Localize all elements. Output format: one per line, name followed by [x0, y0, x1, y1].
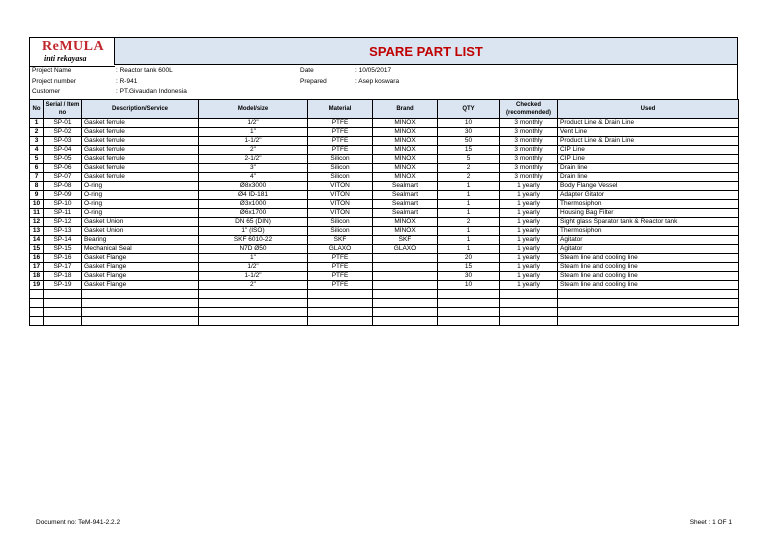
cell-model: Ø6x1700: [199, 209, 308, 218]
customer-value: : PT.Givaudan Indonesia: [116, 88, 187, 95]
cell-checked: 1 yearly: [500, 236, 558, 245]
cell-material: Silicon: [308, 218, 373, 227]
cell-qty: 10: [438, 119, 500, 128]
cell-checked: 3 monthly: [500, 164, 558, 173]
cell-material: VITON: [308, 182, 373, 191]
table-row: [30, 128, 739, 137]
cell-brand: [373, 272, 438, 281]
table-row: [30, 281, 739, 290]
cell-used: Housing Bag Filter: [558, 209, 739, 218]
cell-serial: SP-15: [44, 245, 82, 254]
cell-desc: O-ring: [82, 200, 199, 209]
cell-material: Silicon: [308, 173, 373, 182]
cell-checked: 1 yearly: [500, 209, 558, 218]
cell-serial: SP-14: [44, 236, 82, 245]
cell-model: 1": [199, 254, 308, 263]
cell-serial: SP-06: [44, 164, 82, 173]
cell-qty: 10: [438, 281, 500, 290]
cell-used: Steam line and cooling line: [558, 272, 739, 281]
cell-no: 11: [30, 209, 44, 218]
cell-desc: Bearing: [82, 236, 199, 245]
empty-cell: [308, 290, 373, 299]
cell-material: Silicon: [308, 164, 373, 173]
cell-no: 4: [30, 146, 44, 155]
cell-brand: GLAXO: [373, 245, 438, 254]
cell-qty: 2: [438, 164, 500, 173]
cell-no: 10: [30, 200, 44, 209]
empty-cell: [44, 308, 82, 317]
cell-used: Steam line and cooling line: [558, 254, 739, 263]
cell-no: 12: [30, 218, 44, 227]
empty-cell: [199, 299, 308, 308]
cell-material: VITON: [308, 209, 373, 218]
cell-material: VITON: [308, 200, 373, 209]
project-info: [29, 65, 738, 99]
cell-brand: MINOX: [373, 173, 438, 182]
cell-desc: Gasket ferrule: [82, 164, 199, 173]
empty-cell: [44, 290, 82, 299]
cell-brand: MINOX: [373, 155, 438, 164]
table-row: [30, 146, 739, 155]
col-qty: QTY: [438, 100, 500, 119]
project-number-value: : R-941: [116, 78, 138, 85]
cell-used: Product Line & Drain Line: [558, 137, 739, 146]
title-bar: [114, 37, 738, 65]
cell-brand: MINOX: [373, 137, 438, 146]
cell-checked: 1 yearly: [500, 263, 558, 272]
cell-qty: 1: [438, 200, 500, 209]
empty-cell: [438, 317, 500, 326]
empty-cell: [30, 299, 44, 308]
cell-model: 1-1/2": [199, 137, 308, 146]
table-row: [30, 137, 739, 146]
cell-used: Body Flange Vessel: [558, 182, 739, 191]
cell-qty: 2: [438, 218, 500, 227]
empty-cell: [500, 299, 558, 308]
empty-cell: [30, 308, 44, 317]
cell-no: 5: [30, 155, 44, 164]
table-row: [30, 272, 739, 281]
project-number-label: Project number: [32, 78, 77, 85]
table-row: [30, 254, 739, 263]
empty-cell: [82, 290, 199, 299]
cell-brand: Sealmart: [373, 209, 438, 218]
cell-used: Agitator: [558, 245, 739, 254]
cell-no: 8: [30, 182, 44, 191]
cell-desc: Gasket ferrule: [82, 137, 199, 146]
cell-material: Silicon: [308, 227, 373, 236]
cell-no: 18: [30, 272, 44, 281]
cell-serial: SP-18: [44, 272, 82, 281]
cell-material: PTFE: [308, 263, 373, 272]
cell-qty: 30: [438, 272, 500, 281]
cell-brand: Sealmart: [373, 191, 438, 200]
cell-checked: 1 yearly: [500, 254, 558, 263]
empty-cell: [199, 317, 308, 326]
logo-sub-text: inti rekayasa: [44, 54, 87, 63]
col-material: Material: [308, 100, 373, 119]
cell-brand: [373, 281, 438, 290]
cell-model: 2": [199, 146, 308, 155]
cell-used: Drain line: [558, 173, 739, 182]
cell-serial: SP-10: [44, 200, 82, 209]
cell-material: PTFE: [308, 281, 373, 290]
cell-desc: O-ring: [82, 209, 199, 218]
cell-used: Adapter Gitator: [558, 191, 739, 200]
cell-no: 3: [30, 137, 44, 146]
cell-checked: 3 monthly: [500, 137, 558, 146]
empty-cell: [30, 290, 44, 299]
cell-model: Ø3x1000: [199, 200, 308, 209]
cell-brand: MINOX: [373, 119, 438, 128]
empty-cell: [308, 299, 373, 308]
col-serial: Serial / Item no: [44, 100, 82, 119]
cell-desc: Gasket ferrule: [82, 119, 199, 128]
cell-qty: 2: [438, 173, 500, 182]
empty-cell: [44, 317, 82, 326]
cell-checked: 3 monthly: [500, 119, 558, 128]
cell-qty: 1: [438, 182, 500, 191]
project-name-value: : Reactor tank 600L: [116, 67, 173, 74]
cell-brand: [373, 263, 438, 272]
cell-used: Thermosiphon: [558, 200, 739, 209]
cell-qty: 1: [438, 227, 500, 236]
cell-model: Ø4 ID-181: [199, 191, 308, 200]
cell-serial: SP-04: [44, 146, 82, 155]
cell-serial: SP-11: [44, 209, 82, 218]
cell-model: 4": [199, 173, 308, 182]
customer-label: Customer: [32, 88, 61, 95]
date-label: Date: [300, 67, 314, 74]
empty-cell: [373, 308, 438, 317]
empty-cell: [373, 299, 438, 308]
empty-cell: [373, 317, 438, 326]
cell-serial: SP-16: [44, 254, 82, 263]
cell-serial: SP-09: [44, 191, 82, 200]
cell-checked: 1 yearly: [500, 281, 558, 290]
col-used: Used: [558, 100, 739, 119]
cell-used: Steam line and cooling line: [558, 281, 739, 290]
cell-model: DN 65 (DIN): [199, 218, 308, 227]
sheet-number: Sheet : 1 OF 1: [689, 519, 732, 526]
cell-model: 1": [199, 128, 308, 137]
cell-no: 19: [30, 281, 44, 290]
page-title: SPARE PART LIST: [369, 44, 483, 59]
cell-material: GLAXO: [308, 245, 373, 254]
cell-qty: 30: [438, 128, 500, 137]
cell-model: 1" (ISO): [199, 227, 308, 236]
table-row: [30, 191, 739, 200]
empty-cell: [558, 308, 739, 317]
empty-cell: [199, 308, 308, 317]
cell-qty: 20: [438, 254, 500, 263]
cell-used: Thermosiphon: [558, 227, 739, 236]
cell-checked: 1 yearly: [500, 218, 558, 227]
cell-used: Vent Line: [558, 128, 739, 137]
cell-desc: O-ring: [82, 191, 199, 200]
cell-serial: SP-02: [44, 128, 82, 137]
cell-no: 6: [30, 164, 44, 173]
spare-part-sheet: [29, 37, 738, 326]
cell-material: PTFE: [308, 272, 373, 281]
cell-serial: SP-17: [44, 263, 82, 272]
cell-material: Silicon: [308, 155, 373, 164]
empty-row: [30, 308, 739, 317]
cell-qty: 15: [438, 146, 500, 155]
empty-cell: [558, 317, 739, 326]
cell-desc: Mechanical Seal: [82, 245, 199, 254]
cell-desc: Gasket ferrule: [82, 155, 199, 164]
empty-row: [30, 317, 739, 326]
col-no: No: [30, 100, 44, 119]
cell-desc: Gasket Flange: [82, 281, 199, 290]
cell-material: VITON: [308, 191, 373, 200]
cell-desc: Gasket Flange: [82, 254, 199, 263]
cell-no: 17: [30, 263, 44, 272]
cell-checked: 3 monthly: [500, 146, 558, 155]
cell-checked: 1 yearly: [500, 191, 558, 200]
col-description: Description/Service: [82, 100, 199, 119]
company-logo: [29, 37, 115, 67]
table-row: [30, 209, 739, 218]
empty-cell: [500, 308, 558, 317]
cell-desc: Gasket Union: [82, 218, 199, 227]
cell-qty: 1: [438, 236, 500, 245]
cell-model: 2-1/2": [199, 155, 308, 164]
cell-brand: MINOX: [373, 164, 438, 173]
cell-qty: 15: [438, 263, 500, 272]
sheet-header: [29, 37, 738, 65]
empty-cell: [500, 290, 558, 299]
cell-qty: 50: [438, 137, 500, 146]
logo-main-text: ReMULA: [42, 39, 105, 54]
cell-used: CIP Line: [558, 146, 739, 155]
cell-no: 16: [30, 254, 44, 263]
cell-material: PTFE: [308, 128, 373, 137]
cell-model: 3": [199, 164, 308, 173]
spare-part-table: [29, 99, 739, 326]
cell-model: Ø8x3000: [199, 182, 308, 191]
cell-no: 13: [30, 227, 44, 236]
cell-desc: Gasket ferrule: [82, 146, 199, 155]
project-name-label: Project Name: [32, 67, 72, 74]
table-row: [30, 245, 739, 254]
cell-serial: SP-19: [44, 281, 82, 290]
table-row: [30, 227, 739, 236]
cell-material: PTFE: [308, 254, 373, 263]
empty-cell: [438, 308, 500, 317]
cell-checked: 1 yearly: [500, 272, 558, 281]
cell-serial: SP-07: [44, 173, 82, 182]
cell-desc: O-ring: [82, 182, 199, 191]
cell-serial: SP-03: [44, 137, 82, 146]
empty-cell: [199, 290, 308, 299]
cell-material: PTFE: [308, 146, 373, 155]
cell-brand: Sealmart: [373, 200, 438, 209]
cell-brand: MINOX: [373, 146, 438, 155]
empty-cell: [308, 317, 373, 326]
cell-checked: 1 yearly: [500, 200, 558, 209]
cell-checked: 1 yearly: [500, 227, 558, 236]
cell-desc: Gasket ferrule: [82, 128, 199, 137]
cell-brand: MINOX: [373, 218, 438, 227]
table-row: [30, 263, 739, 272]
empty-cell: [438, 290, 500, 299]
cell-model: SKF 6010-22: [199, 236, 308, 245]
empty-cell: [373, 290, 438, 299]
prepared-label: Prepared: [300, 78, 327, 85]
cell-serial: SP-12: [44, 218, 82, 227]
empty-cell: [82, 299, 199, 308]
cell-serial: SP-08: [44, 182, 82, 191]
cell-checked: 1 yearly: [500, 245, 558, 254]
empty-cell: [500, 317, 558, 326]
table-row: [30, 200, 739, 209]
cell-model: 1/2": [199, 119, 308, 128]
table-row: [30, 236, 739, 245]
cell-brand: MINOX: [373, 227, 438, 236]
empty-row: [30, 299, 739, 308]
col-model: Model/size: [199, 100, 308, 119]
cell-no: 1: [30, 119, 44, 128]
empty-cell: [82, 308, 199, 317]
cell-serial: SP-01: [44, 119, 82, 128]
date-value: : 10/05/2017: [355, 67, 392, 74]
empty-cell: [438, 299, 500, 308]
cell-desc: Gasket Flange: [82, 272, 199, 281]
cell-no: 9: [30, 191, 44, 200]
cell-desc: Gasket Union: [82, 227, 199, 236]
cell-desc: Gasket Flange: [82, 263, 199, 272]
table-row: [30, 155, 739, 164]
table-row: [30, 182, 739, 191]
cell-brand: MINOX: [373, 128, 438, 137]
cell-used: Agitator: [558, 236, 739, 245]
cell-brand: SKF: [373, 236, 438, 245]
cell-qty: 1: [438, 209, 500, 218]
col-checked: Checked (recommended): [500, 100, 558, 119]
empty-cell: [44, 299, 82, 308]
cell-checked: 3 monthly: [500, 173, 558, 182]
cell-checked: 1 yearly: [500, 182, 558, 191]
cell-brand: [373, 254, 438, 263]
cell-no: 14: [30, 236, 44, 245]
table-header-row: [30, 100, 739, 119]
cell-brand: Sealmart: [373, 182, 438, 191]
table-row: [30, 164, 739, 173]
cell-qty: 1: [438, 245, 500, 254]
cell-material: SKF: [308, 236, 373, 245]
cell-model: 1/2": [199, 263, 308, 272]
cell-checked: 3 monthly: [500, 128, 558, 137]
cell-used: Product Line & Drain Line: [558, 119, 739, 128]
cell-serial: SP-05: [44, 155, 82, 164]
empty-cell: [558, 299, 739, 308]
cell-serial: SP-13: [44, 227, 82, 236]
cell-desc: Gasket ferrule: [82, 173, 199, 182]
cell-used: Sight glass Sparator tank & Reactor tank: [558, 218, 739, 227]
cell-model: N7D Ø50: [199, 245, 308, 254]
cell-qty: 1: [438, 191, 500, 200]
cell-model: 2": [199, 281, 308, 290]
empty-cell: [82, 317, 199, 326]
cell-used: Steam line and cooling line: [558, 263, 739, 272]
cell-material: PTFE: [308, 137, 373, 146]
col-brand: Brand: [373, 100, 438, 119]
cell-qty: 5: [438, 155, 500, 164]
table-row: [30, 173, 739, 182]
cell-no: 15: [30, 245, 44, 254]
empty-cell: [558, 290, 739, 299]
document-number: Document no: TeM-941-2.2.2: [36, 519, 121, 526]
cell-no: 2: [30, 128, 44, 137]
empty-cell: [308, 308, 373, 317]
empty-row: [30, 290, 739, 299]
table-row: [30, 119, 739, 128]
empty-cell: [30, 317, 44, 326]
cell-used: CIP Line: [558, 155, 739, 164]
cell-material: PTFE: [308, 119, 373, 128]
cell-used: Drain line: [558, 164, 739, 173]
cell-checked: 3 monthly: [500, 155, 558, 164]
cell-model: 1-1/2": [199, 272, 308, 281]
table-row: [30, 218, 739, 227]
prepared-value: : Asep koswara: [355, 78, 400, 85]
cell-no: 7: [30, 173, 44, 182]
